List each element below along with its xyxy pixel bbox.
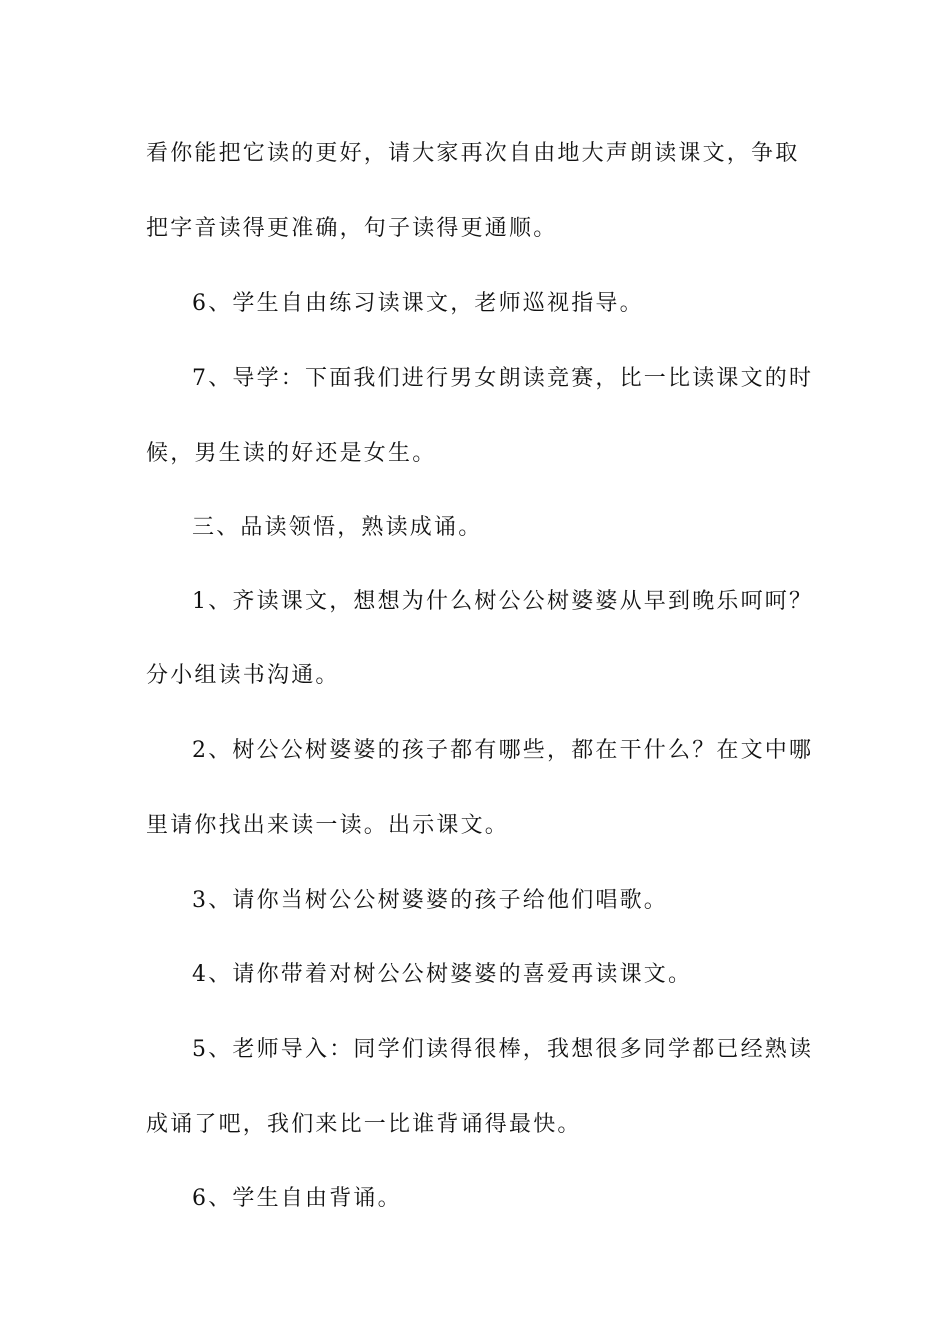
text-line-2: 把字音读得更准确，句子读得更通顺。 [146, 216, 558, 241]
text-line-7: 1、齐读课文，想想为什么树公公树婆婆从早到晚乐呵呵？ [192, 589, 814, 614]
text-line-3: 6、学生自由练习读课文，老师巡视指导。 [192, 291, 644, 316]
text-line-15: 6、学生自由背诵。 [192, 1186, 402, 1211]
text-line-13: 5、老师导入：同学们读得很棒，我想很多同学都已经熟读 [192, 1037, 814, 1062]
text-line-10: 里请你找出来读一读。出示课文。 [146, 813, 510, 838]
text-line-12: 4、请你带着对树公公树婆婆的喜爱再读课文。 [192, 962, 693, 987]
text-line-4: 7、导学：下面我们进行男女朗读竞赛，比一比读课文的时 [192, 366, 814, 391]
text-line-9: 2、树公公树婆婆的孩子都有哪些，都在干什么？在文中哪 [192, 738, 814, 763]
section-heading: 三、品读领悟，熟读成诵。 [192, 515, 483, 540]
text-line-11: 3、请你当树公公树婆婆的孩子给他们唱歌。 [192, 888, 668, 913]
text-line-14: 成诵了吧，我们来比一比谁背诵得最快。 [146, 1112, 582, 1137]
text-line-1: 看你能把它读的更好，请大家再次自由地大声朗读课文，争取 [146, 141, 800, 166]
text-line-5: 候，男生读的好还是女生。 [146, 441, 437, 466]
text-line-8: 分小组读书沟通。 [146, 663, 340, 688]
